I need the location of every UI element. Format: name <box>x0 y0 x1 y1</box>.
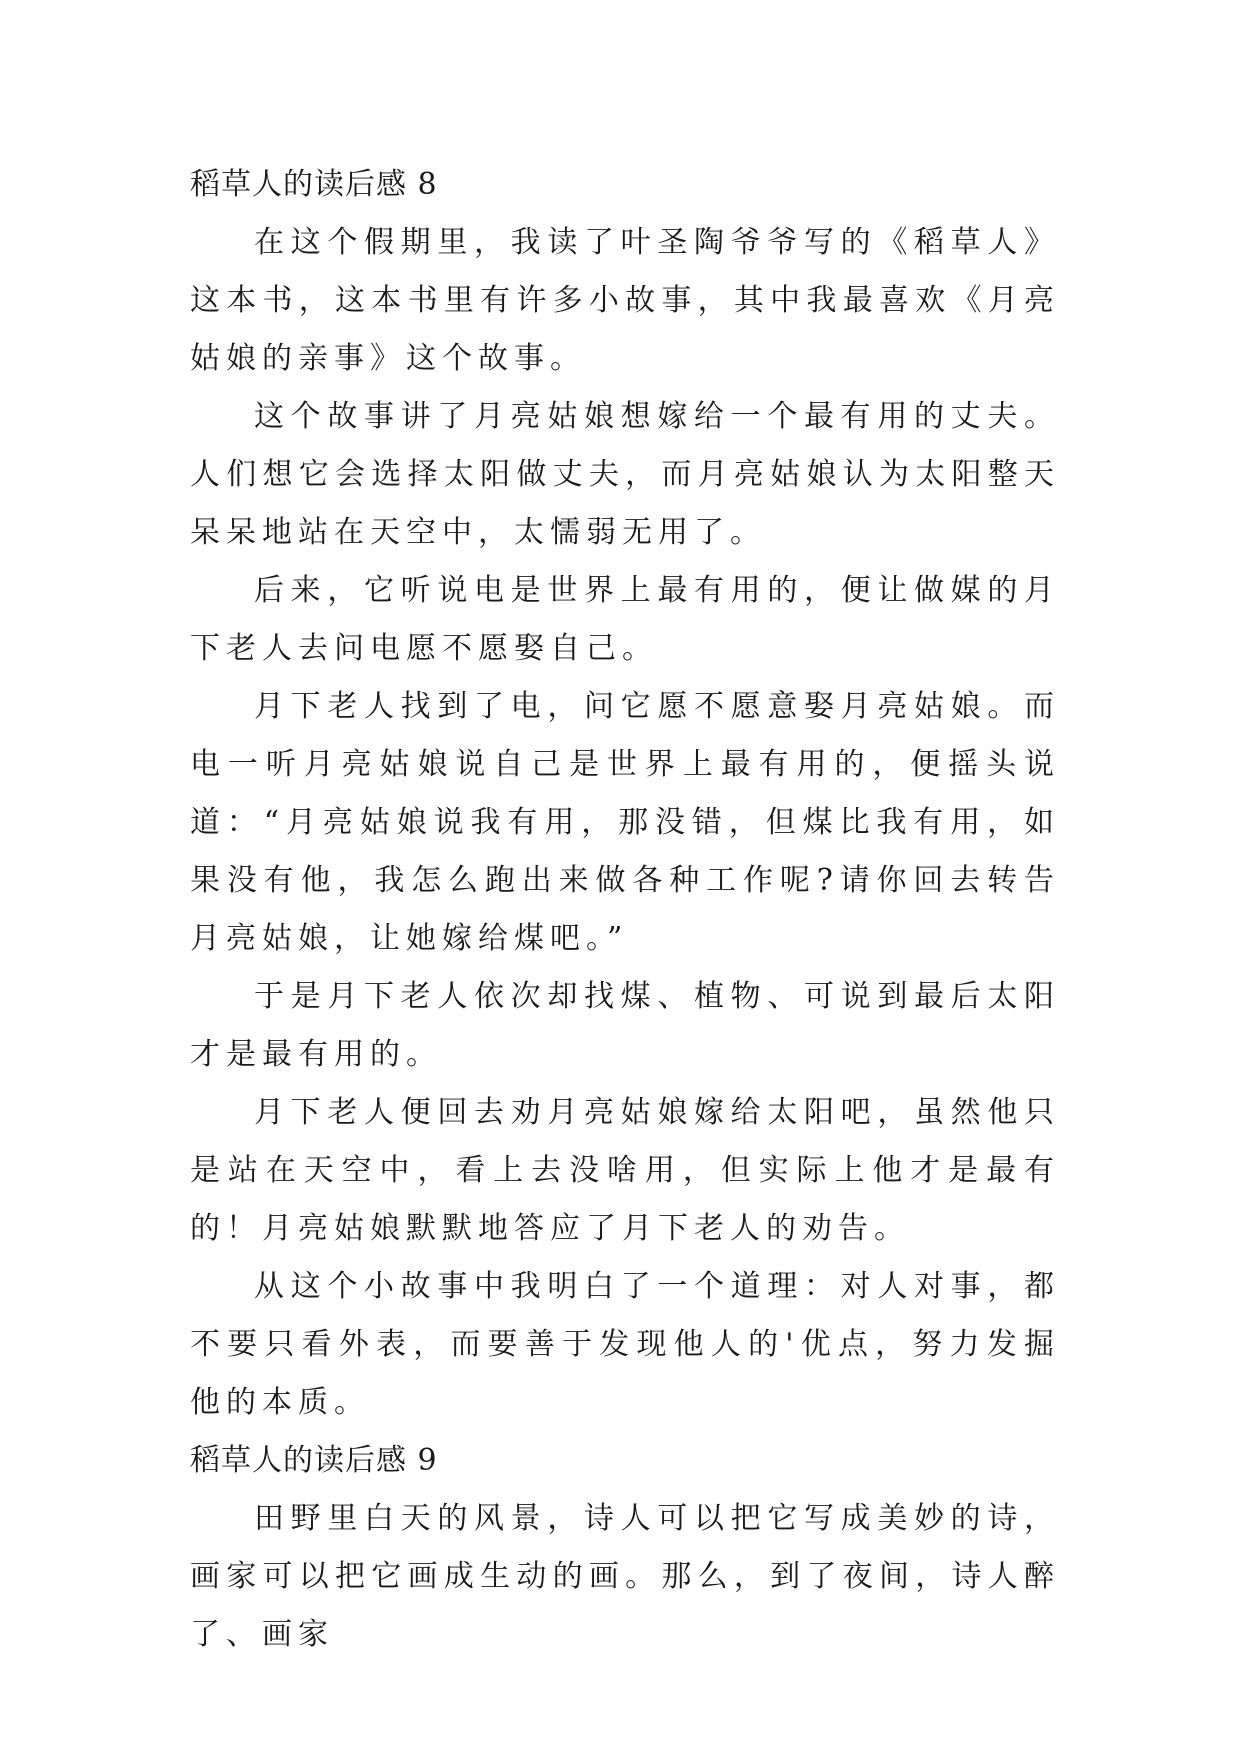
paragraph: 这个故事讲了月亮姑娘想嫁给一个最有用的丈夫。人们想它会选择太阳做丈夫，而月亮姑娘认为太阳整天呆呆地站在天空中，太懦弱无用了。 <box>190 399 1060 550</box>
document-body <box>190 156 1060 1664</box>
paragraph: 月下老人便回去劝月亮姑娘嫁给太阳吧，虽然他只是站在天空中，看上去没啥用，但实际上他才是最有的！月亮姑娘默默地答应了月下老人的劝告。 <box>190 1095 1060 1246</box>
paragraph: 月下老人找到了电，问它愿不愿意娶月亮姑娘。而电一听月亮姑娘说自己是世界上最有用的，便摇头说道：“月亮姑娘说我有用，那没错，但煤比我有用，如果没有他，我怎么跑出来做各种工作呢?请你回去转告月亮姑娘，让她嫁给煤吧。” <box>190 689 1060 956</box>
paragraph: 在这个假期里，我读了叶圣陶爷爷写的《稻草人》这本书，这本书里有许多小故事，其中我最喜欢《月亮姑娘的亲事》这个故事。 <box>190 225 1060 376</box>
paragraph: 后来，它听说电是世界上最有用的，便让做媒的月下老人去问电愿不愿娶自己。 <box>190 573 1060 666</box>
section-heading-9: 稻草人的读后感 9 <box>190 1443 438 1478</box>
paragraph: 于是月下老人依次却找煤、植物、可说到最后太阳才是最有用的。 <box>190 979 1060 1072</box>
paragraph: 从这个小故事中我明白了一个道理：对人对事，都不要只看外表，而要善于发现他人的'优点，努力发掘他的本质。 <box>190 1269 1060 1420</box>
section-heading-8: 稻草人的读后感 8 <box>190 167 438 202</box>
paragraph: 田野里白天的风景，诗人可以把它写成美妙的诗，画家可以把它画成生动的画。那么，到了夜间，诗人醉了、画家 <box>190 1501 1060 1652</box>
